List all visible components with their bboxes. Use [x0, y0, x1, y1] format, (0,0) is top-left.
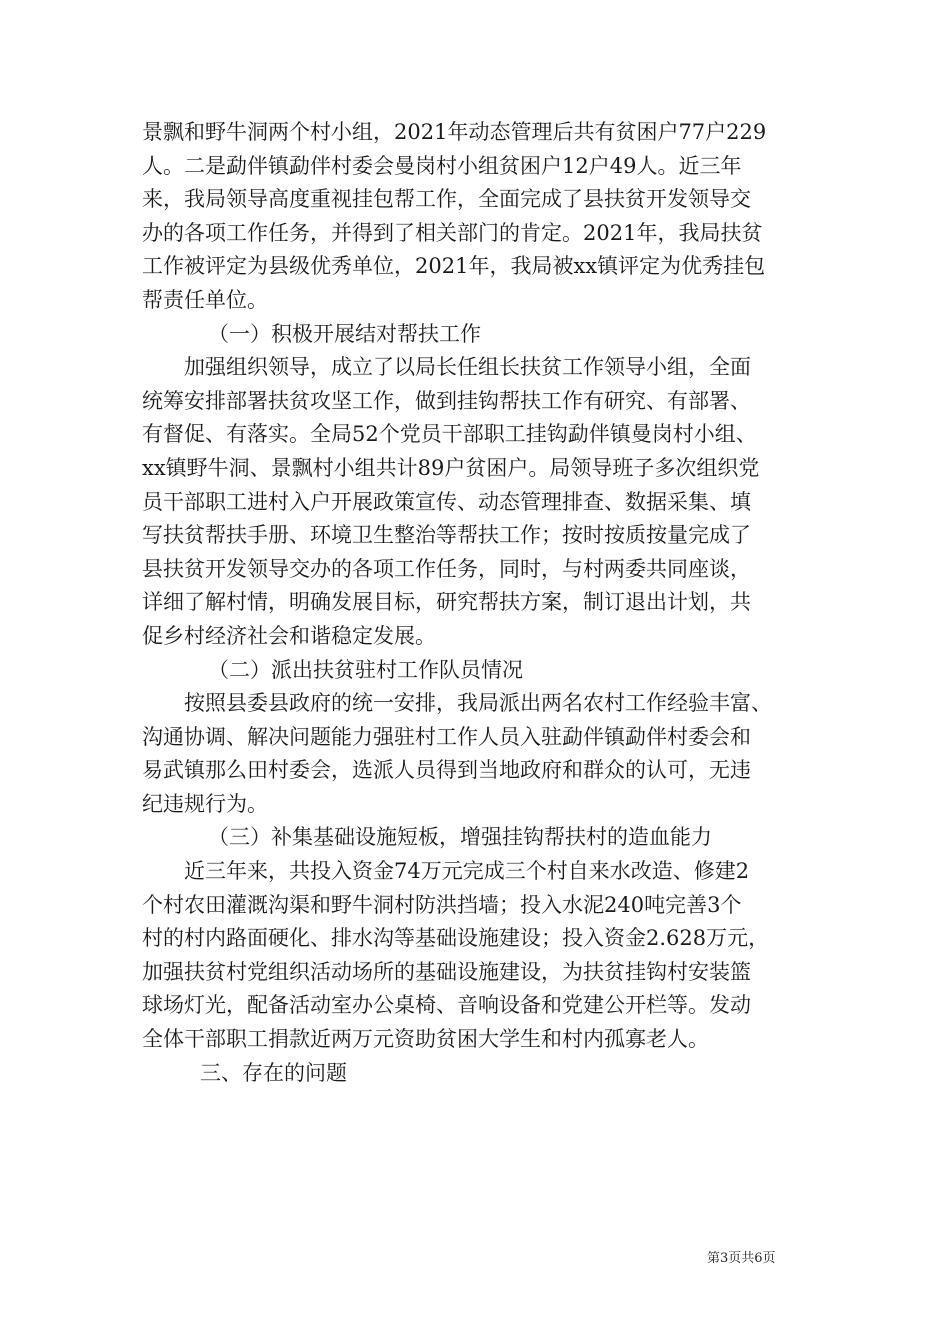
- paragraph-line: 写扶贫帮扶手册、环境卫生整治等帮扶工作；按时按质按量完成了: [142, 523, 751, 548]
- paragraph-line: 全体干部职工捐款近两万元资助贫困大学生和村内孤寡老人。: [142, 1027, 709, 1052]
- paragraph-line: 来，我局领导高度重视挂包帮工作，全面完成了县扶贫开发领导交: [142, 187, 751, 212]
- paragraph-line: 办的各项工作任务，并得到了相关部门的肯定。2021年，我局扶贫: [142, 220, 763, 245]
- paragraph-line: 纪违规行为。: [142, 791, 268, 816]
- section-heading-3: （三）补集基础设施短板，增强挂钩帮扶村的造血能力: [208, 825, 712, 850]
- paragraph-line: 村的村内路面硬化、排水沟等基础设施建设；投入资金2.628万元，: [142, 926, 770, 951]
- paragraph-line: 沟通协调、解决问题能力强驻村工作人员入驻勐伴镇勐伴村委会和: [142, 724, 751, 749]
- paragraph-line: 按照县委县政府的统一安排，我局派出两名农村工作经验丰富、: [184, 691, 772, 716]
- document-body: [142, 116, 812, 1090]
- paragraph-line: 人。二是勐伴镇勐伴村委会曼岗村小组贫困户12户49人。近三年: [142, 153, 742, 178]
- paragraph-line: 加强组织领导，成立了以局长任组长扶贫工作领导小组，全面: [184, 355, 751, 380]
- paragraph-line: 县扶贫开发领导交办的各项工作任务，同时，与村两委共同座谈，: [142, 556, 751, 581]
- paragraph-line: xx镇野牛洞、景飘村小组共计89户贫困户。局领导班子多次组织党: [142, 455, 760, 480]
- section-heading-1: （一）积极开展结对帮扶工作: [208, 321, 481, 346]
- paragraph-line: 景飘和野牛洞两个村小组，2021年动态管理后共有贫困户77户229: [142, 120, 767, 144]
- paragraph-line: 工作被评定为县级优秀单位，2021年，我局被xx镇评定为优秀挂包: [142, 254, 766, 279]
- paragraph-line: 帮责任单位。: [142, 287, 268, 312]
- section-heading-2: （二）派出扶贫驻村工作队员情况: [208, 657, 523, 682]
- paragraph-line: 员干部职工进村入户开展政策宣传、动态管理排查、数据采集、填: [142, 489, 751, 514]
- chapter-heading: 三、存在的问题: [200, 1060, 347, 1085]
- paragraph-line: 有督促、有落实。全局52个党员干部职工挂钩勐伴镇曼岗村小组、: [142, 422, 757, 447]
- paragraph-line: 加强扶贫村党组织活动场所的基础设施建设，为扶贫挂钩村安装篮: [142, 959, 751, 984]
- paragraph-line: 近三年来，共投入资金74万元完成三个村自来水改造、修建2: [184, 859, 750, 884]
- paragraph-line: 统筹安排部署扶贫攻坚工作，做到挂钩帮扶工作有研究、有部署、: [142, 388, 751, 413]
- page-number: 第3页共6页: [707, 1251, 776, 1266]
- paragraph-line: 个村农田灌溉沟渠和野牛洞村防洪挡墙；投入水泥240吨完善3个: [142, 892, 742, 917]
- paragraph-line: 球场灯光，配备活动室办公桌椅、音响设备和党建公开栏等。发动: [142, 993, 751, 1018]
- paragraph-line: 易武镇那么田村委会，选派人员得到当地政府和群众的认可，无违: [142, 758, 751, 783]
- paragraph-line: 详细了解村情，明确发展目标，研究帮扶方案，制订退出计划，共: [142, 590, 751, 615]
- paragraph-line: 促乡村经济社会和谐稳定发展。: [142, 623, 436, 648]
